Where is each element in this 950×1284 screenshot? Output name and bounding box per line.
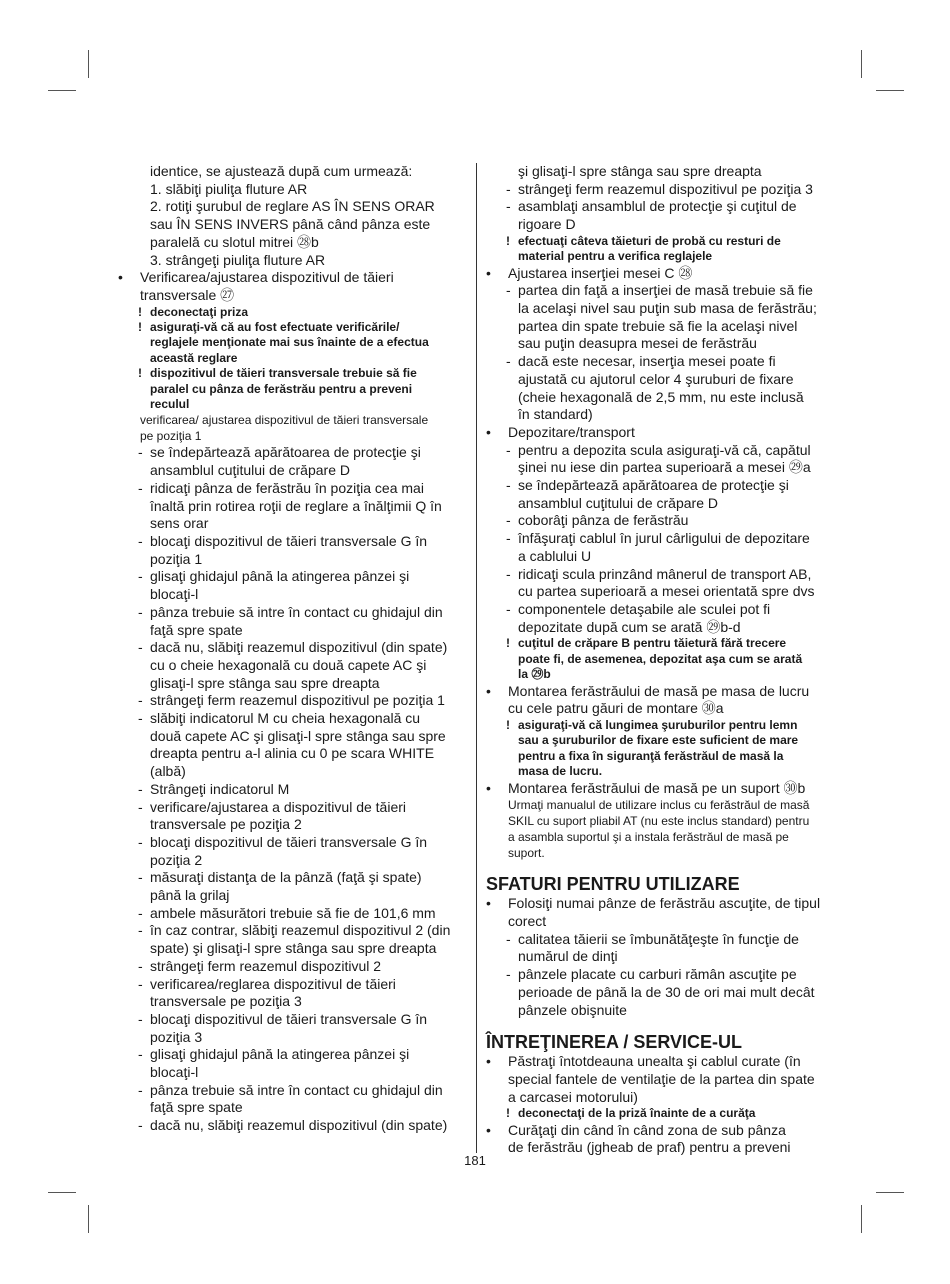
line-text: ansamblul cuţitului de crăpare D: [518, 494, 718, 511]
line-text: numărul de dinţi: [518, 948, 618, 965]
text-line: [486, 282, 836, 300]
line-text: deconectaţi de la priză înainte de a curăţa: [518, 1106, 756, 1121]
line-text: (cheie hexagonală de 2,5 mm, nu este inclusă: [518, 388, 804, 405]
dash-marker: -: [506, 930, 511, 947]
text-line: [118, 745, 468, 763]
line-text: Verificarea/ajustarea dispozitivul de tăieri: [140, 269, 394, 286]
line-text: Depozitare/transport: [508, 423, 635, 440]
text-line: [118, 1082, 468, 1100]
text-line: [118, 922, 468, 940]
line-text: SFATURI PENTRU UTILIZARE: [486, 874, 740, 895]
text-line: [118, 320, 468, 335]
text-line: [486, 477, 836, 495]
dash-marker: -: [138, 1081, 143, 1098]
text-line: [118, 852, 468, 870]
line-text: pânza trebuie să intre în contact cu ghidajul din: [150, 1081, 443, 1098]
text-line: [486, 265, 836, 283]
text-line: [486, 948, 836, 966]
line-text: dacă nu, slăbiţi reazemul dispozitivul (din spate): [150, 639, 448, 656]
line-text: SKIL cu suport pliabil AT (nu este inclus standard) pentru: [508, 814, 810, 829]
line-text: dacă este necesar, inserţia mesei poate fi: [518, 353, 776, 370]
line-text: Ajustarea inserţiei mesei C ㉘: [508, 264, 693, 281]
line-text: Folosiţi numai pânze de ferăstrău ascuţite, de tipul: [508, 895, 821, 912]
line-text: sau a şuruburilor de fixare este suficient de mare: [518, 733, 799, 748]
right-column: [486, 163, 836, 1157]
dash-marker: -: [506, 441, 511, 458]
text-line: [118, 1099, 468, 1117]
section-gap: [486, 861, 836, 873]
text-line: [118, 1064, 468, 1082]
text-line: [486, 1053, 836, 1071]
line-text: ÎNTREŢINEREA / SERVICE-UL: [486, 1032, 743, 1053]
text-line: [118, 692, 468, 710]
line-text: ridicaţi pânza de ferăstrău în poziţia cea mai: [150, 479, 424, 496]
dash-marker: -: [138, 1117, 143, 1134]
crop-mark: [876, 90, 904, 91]
line-text: de ferăstrău (jgheab de praf) pentru a preveni: [508, 1139, 791, 1156]
line-text: a cablului U: [518, 547, 592, 564]
dash-marker: -: [138, 639, 143, 656]
section-gap: [486, 1019, 836, 1031]
line-text: pentru a depozita scula asiguraţi-vă că, capătul: [518, 441, 811, 458]
dash-marker: -: [506, 512, 511, 529]
crop-mark: [861, 50, 862, 78]
dash-marker: -: [138, 957, 143, 974]
text-line: [118, 533, 468, 551]
line-text: coborâţi pânza de ferăstrău: [518, 512, 689, 529]
line-text: dreapta pentru a-l alinia cu 0 pe scara WHITE: [150, 745, 435, 762]
text-line: [118, 252, 468, 270]
section-heading: [486, 1031, 836, 1053]
line-text: reculul: [150, 397, 190, 412]
line-text: Urmaţi manualul de utilizare inclus cu ferăstrăul de masă: [508, 798, 810, 813]
line-text: se îndepărtează apărătoarea de protecţie şi: [150, 444, 421, 461]
dash-marker: -: [138, 922, 143, 939]
text-line: [486, 389, 836, 407]
text-line: [486, 601, 836, 619]
text-line: [118, 444, 468, 462]
line-text: pe poziţia 1: [140, 429, 202, 444]
line-text: sau ÎN SENS INVERS până când pânza este: [150, 216, 431, 233]
line-text: pânza trebuie să intre în contact cu ghidajul din: [150, 603, 443, 620]
dash-marker: -: [138, 479, 143, 496]
line-text: suport.: [508, 846, 545, 861]
text-line: [118, 568, 468, 586]
text-line: [118, 335, 468, 350]
text-line: [118, 287, 468, 305]
text-line: [486, 1106, 836, 1121]
line-text: strângeţi ferm reazemul dispozitivul pe poziţia 1: [150, 692, 445, 709]
text-line: [486, 530, 836, 548]
line-text: glisaţi-l spre stânga sau spre dreapta: [150, 674, 380, 691]
bullet-marker: •: [118, 269, 123, 286]
dash-marker: -: [138, 532, 143, 549]
line-text: la ㉙b: [518, 667, 551, 682]
line-text: cuţitul de crăpare B pentru tăietură fără trecere: [518, 636, 787, 651]
line-text: ajustată cu ajutorul celor 4 şuruburi de fixare: [518, 370, 794, 387]
line-text: pânzele obişnuite: [518, 1001, 627, 1018]
line-text: ansamblul cuţitului de crăpare D: [150, 462, 350, 479]
line-text: identice, se ajustează după cum urmează:: [150, 163, 413, 179]
text-line: [486, 406, 836, 424]
line-text: la acelaşi nivel sau puţin sub masa de ferăstrău;: [518, 300, 817, 317]
left-column: [118, 163, 468, 1135]
dash-marker: -: [506, 565, 511, 582]
line-text: această reglare: [150, 350, 238, 365]
crop-mark: [48, 90, 76, 91]
text-line: [118, 1011, 468, 1029]
dash-marker: -: [506, 353, 511, 370]
text-line: [486, 733, 836, 748]
line-text: cu o cheie hexagonală cu două capete AC şi: [150, 656, 427, 673]
text-line: [486, 300, 836, 318]
warning-marker: !: [138, 366, 142, 381]
line-text: rigoare D: [518, 216, 576, 233]
line-text: (albă): [150, 763, 186, 780]
text-line: [486, 700, 836, 718]
line-text: pentru a fixa în siguranţă ferăstrăul de masă la: [518, 748, 784, 763]
text-line: [118, 604, 468, 622]
text-line: [486, 216, 836, 234]
bullet-marker: •: [486, 423, 491, 440]
text-line: [486, 249, 836, 264]
line-text: sens orar: [150, 515, 209, 532]
line-text: 3. strângeţi piuliţa fluture AR: [150, 251, 326, 268]
line-text: transversale pe poziţia 2: [150, 816, 302, 833]
text-line: [118, 462, 468, 480]
line-text: spate) şi glisaţi-l spre stânga sau spre dreapta: [150, 940, 437, 957]
text-line: [118, 869, 468, 887]
bullet-marker: •: [486, 895, 491, 912]
line-text: verificare/ajustarea a dispozitivul de tăieri: [150, 798, 407, 815]
text-line: [486, 181, 836, 199]
text-line: [118, 480, 468, 498]
text-line: [486, 913, 836, 931]
text-line: [486, 813, 836, 829]
line-text: în standard): [518, 406, 593, 423]
text-line: [486, 845, 836, 861]
text-line: [486, 548, 836, 566]
line-text: 2. rotiţi şurubul de reglare AS ÎN SENS ORAR: [150, 198, 435, 215]
line-text: poziţia 2: [150, 851, 203, 868]
dash-marker: -: [138, 833, 143, 850]
line-text: pânzele placate cu carburi rămân ascuţite pe: [518, 966, 797, 983]
line-text: înaltă prin rotirea roţii de reglare a înălţimii Q în: [150, 497, 442, 514]
bullet-marker: •: [486, 682, 491, 699]
line-text: corect: [508, 913, 547, 930]
text-line: [118, 1046, 468, 1064]
line-text: efectuaţi câteva tăieturi de probă cu resturi de: [518, 233, 781, 248]
line-text: asamblaţi ansamblul de protecţie şi cuţitul de: [518, 198, 797, 215]
line-text: verificarea/reglarea dispozitivul de tăieri: [150, 975, 396, 992]
text-line: [118, 198, 468, 216]
bullet-marker: •: [486, 264, 491, 281]
line-text: Montarea ferăstrăului de masă pe un suport ㉚b: [508, 779, 806, 796]
line-text: şi glisaţi-l spre stânga sau spre dreapta: [518, 163, 762, 179]
line-text: se îndepărtează apărătoarea de protecţie şi: [518, 477, 789, 494]
line-text: poziţia 1: [150, 550, 203, 567]
text-line: [118, 622, 468, 640]
line-text: deconectaţi priza: [150, 304, 249, 319]
dash-marker: -: [506, 477, 511, 494]
line-text: poziţia 3: [150, 1028, 203, 1045]
bullet-marker: •: [486, 779, 491, 796]
line-text: până la grilaj: [150, 887, 230, 904]
text-line: [486, 984, 836, 1002]
crop-mark: [88, 50, 89, 78]
dash-marker: -: [138, 780, 143, 797]
section-heading: [486, 873, 836, 895]
text-line: [118, 763, 468, 781]
text-line: [486, 566, 836, 584]
line-text: Curăţaţi din când în când zona de sub pânza: [508, 1121, 786, 1138]
line-text: reglajele menţionate mai sus înainte de a efectua: [150, 335, 429, 350]
line-text: înfăşuraţi cablul în jurul cârligului de depozitare: [518, 530, 810, 547]
dash-marker: -: [138, 798, 143, 815]
line-text: ambele măsurători trebuie să fie de 101,6 mm: [150, 904, 436, 921]
crop-mark: [88, 1205, 89, 1233]
line-text: sau puţin deasupra mesei de ferăstrău: [518, 335, 757, 352]
text-line: [118, 428, 468, 444]
dash-marker: -: [138, 692, 143, 709]
text-line: [118, 181, 468, 199]
text-line: [486, 1002, 836, 1020]
line-text: asiguraţi-vă că lungimea şuruburilor pentru lemn: [518, 718, 798, 733]
line-text: două capete AC şi glisaţi-l spre stânga sau spre: [150, 727, 446, 744]
text-line: [118, 639, 468, 657]
line-text: blocaţi dispozitivul de tăieri transversale G în: [150, 532, 428, 549]
bullet-marker: •: [486, 1121, 491, 1138]
dash-marker: -: [506, 198, 511, 215]
text-line: [118, 657, 468, 675]
warning-marker: !: [138, 304, 142, 319]
text-line: [118, 816, 468, 834]
line-text: componentele detaşabile ale sculei pot fi: [518, 600, 771, 617]
text-line: [118, 397, 468, 412]
text-line: [118, 834, 468, 852]
line-text: perioade de până la de 30 de ori mai mult decât: [518, 983, 815, 1000]
dash-marker: -: [138, 1046, 143, 1063]
line-text: material pentru a verifica reglajele: [518, 249, 713, 264]
line-text: blocaţi dispozitivul de tăieri transversale G în: [150, 1010, 428, 1027]
text-line: [486, 495, 836, 513]
text-line: [486, 718, 836, 733]
text-line: [118, 710, 468, 728]
text-line: [118, 675, 468, 693]
line-text: glisaţi ghidajul până la atingerea pânzei şi: [150, 1046, 410, 1063]
line-text: depozitate după cum se arată ㉙b-d: [518, 618, 741, 635]
text-line: [486, 966, 836, 984]
column-divider: [476, 163, 477, 1153]
crop-mark: [861, 1205, 862, 1233]
text-line: [486, 652, 836, 667]
text-line: [118, 551, 468, 569]
warning-marker: !: [506, 718, 510, 733]
line-text: glisaţi ghidajul până la atingerea pânzei şi: [150, 568, 410, 585]
text-line: [118, 799, 468, 817]
dash-marker: -: [506, 600, 511, 617]
line-text: masa de lucru.: [518, 764, 603, 779]
line-text: blocaţi dispozitivul de tăieri transversale G în: [150, 833, 428, 850]
line-text: paralel cu pânza de ferăstrău pentru a preveni: [150, 381, 413, 396]
text-line: [486, 1071, 836, 1089]
dash-marker: -: [138, 869, 143, 886]
text-line: [486, 780, 836, 798]
bullet-marker: •: [486, 1053, 491, 1070]
dash-marker: -: [138, 568, 143, 585]
text-line: [486, 764, 836, 779]
dash-marker: -: [138, 444, 143, 461]
text-line: [486, 424, 836, 442]
text-line: [118, 1117, 468, 1135]
dash-marker: -: [506, 282, 511, 299]
text-line: [118, 515, 468, 533]
text-line: [486, 895, 836, 913]
warning-marker: !: [506, 233, 510, 248]
dash-marker: -: [506, 966, 511, 983]
line-text: Montarea ferăstrăului de masă pe masa de lucru: [508, 682, 810, 699]
text-line: [486, 749, 836, 764]
warning-marker: !: [506, 636, 510, 651]
line-text: calitatea tăierii se îmbunătăţeşte în funcţie de: [518, 930, 799, 947]
dash-marker: -: [138, 603, 143, 620]
crop-mark: [876, 1192, 904, 1193]
crop-mark: [48, 1192, 76, 1193]
text-line: [118, 887, 468, 905]
line-text: paralelă cu slotul mitrei ㉘b: [150, 233, 319, 250]
line-text: transversale pe poziţia 3: [150, 993, 302, 1010]
text-line: [486, 198, 836, 216]
text-line: [118, 351, 468, 366]
text-line: [118, 940, 468, 958]
text-line: [486, 1089, 836, 1107]
text-line: [118, 382, 468, 397]
text-line: [486, 667, 836, 682]
text-line: [486, 931, 836, 949]
line-text: special fantele de ventilaţie de la partea din spate: [508, 1070, 815, 1087]
text-line: [118, 412, 468, 428]
dash-marker: -: [506, 180, 511, 197]
warning-marker: !: [506, 1106, 510, 1121]
line-text: slăbiţi indicatorul M cu cheia hexagonală cu: [150, 710, 421, 727]
dash-marker: -: [138, 975, 143, 992]
text-line: [486, 335, 836, 353]
line-text: cu partea superioară a mesei orientată spre dvs: [518, 583, 815, 600]
line-text: asiguraţi-vă că au fost efectuate verificările/: [150, 320, 400, 335]
text-line: [486, 318, 836, 336]
dash-marker: -: [138, 710, 143, 727]
text-line: [486, 442, 836, 460]
text-line: [118, 905, 468, 923]
text-line: [118, 498, 468, 516]
line-text: a carcasei motorului): [508, 1088, 638, 1105]
text-line: [486, 163, 836, 181]
text-line: [486, 234, 836, 249]
line-text: partea din spate trebuie să fie la acelaşi nivel: [518, 317, 798, 334]
text-line: [486, 683, 836, 701]
line-text: dacă nu, slăbiţi reazemul dispozitivul (din spate): [150, 1117, 448, 1134]
line-text: Strângeţi indicatorul M: [150, 780, 290, 797]
text-line: [118, 216, 468, 234]
dash-marker: -: [138, 904, 143, 921]
page-number: 181: [464, 1153, 486, 1168]
line-text: strângeţi ferm reazemul dispozitivul pe poziţia 3: [518, 180, 813, 197]
dash-marker: -: [506, 530, 511, 547]
line-text: 1. slăbiţi piuliţa fluture AR: [150, 180, 308, 197]
text-line: [486, 619, 836, 637]
text-line: [486, 459, 836, 477]
text-line: [118, 728, 468, 746]
text-line: [118, 366, 468, 381]
line-text: dispozitivul de tăieri transversale trebuie să fie: [150, 366, 417, 381]
line-text: faţă spre spate: [150, 1099, 243, 1116]
dash-marker: -: [138, 1010, 143, 1027]
text-line: [486, 829, 836, 845]
text-line: [118, 781, 468, 799]
line-text: faţă spre spate: [150, 621, 243, 638]
line-text: strângeţi ferm reazemul dispozitivul 2: [150, 957, 382, 974]
text-line: [118, 1029, 468, 1047]
text-line: [118, 305, 468, 320]
text-line: [118, 976, 468, 994]
line-text: blocaţi-l: [150, 586, 199, 603]
line-text: blocaţi-l: [150, 1064, 199, 1081]
line-text: partea din faţă a inserţiei de masă trebuie să fie: [518, 282, 813, 299]
line-text: verificarea/ ajustarea dispozitivul de tăieri transversale: [140, 413, 429, 428]
text-line: [486, 353, 836, 371]
line-text: transversale ㉗: [140, 286, 235, 303]
text-line: [118, 958, 468, 976]
text-line: [486, 1122, 836, 1140]
text-line: [118, 234, 468, 252]
text-line: [118, 269, 468, 287]
text-line: [486, 583, 836, 601]
line-text: poate fi, de asemenea, depozitat aşa cum se arată: [518, 651, 803, 666]
text-line: [486, 636, 836, 651]
text-line: [486, 512, 836, 530]
text-line: [118, 993, 468, 1011]
line-text: în caz contrar, slăbiţi reazemul dispozitivul 2 (din: [150, 922, 451, 939]
line-text: a asambla suportul şi a instala ferăstrăul de masă pe: [508, 830, 789, 845]
line-text: cu cele patru găuri de montare ㉚a: [508, 700, 724, 717]
text-line: [486, 371, 836, 389]
line-text: măsuraţi distanţa de la pânză (faţă şi spate): [150, 869, 422, 886]
warning-marker: !: [138, 320, 142, 335]
line-text: şinei nu iese din partea superioară a mesei ㉙a: [518, 459, 811, 476]
text-line: [118, 163, 468, 181]
text-line: [486, 797, 836, 813]
text-line: [118, 586, 468, 604]
line-text: ridicaţi scula prinzând mânerul de transport AB,: [518, 565, 812, 582]
line-text: Păstraţi întotdeauna unealta şi cablul curate (în: [508, 1053, 801, 1070]
